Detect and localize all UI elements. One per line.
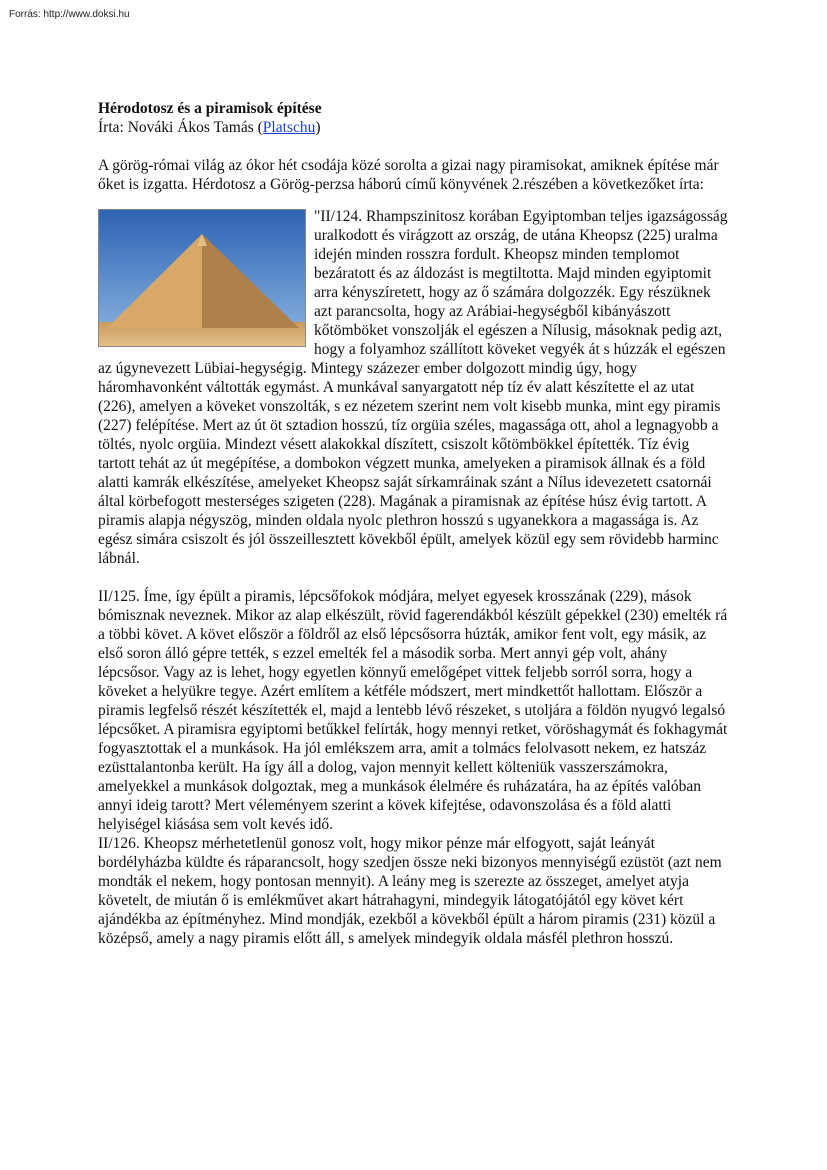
- paragraph-125: II/125. Íme, így épült a piramis, lépcsőfokok módjára, melyet egyesek krosszának (229), mások bómisznak neveznek. Mikor az alap elkészült, rövid fagerendákból készült gépekkel (230) emelték rá a többi követ. A követ először a földről az első lépcsősorra húzták, amikor fent volt, egy másik, az első soron álló gépre tették, s ezzel emelték fel a második sorba. Mert annyi gép volt, ahány lépcsősor. Vagy az is lehet, hogy egyetlen könnyű emelőgépet vittek feljebb sorról sorra, hogy a köveket a helyükre tegye. Azért említem a kétféle módszert, mert mindkettőt hallottam. Először a piramis legfelső részét készítették el, majd a lentebb lévő részeket, s utoljára a földön nyugvó legalsó lépcsőket. A piramisra egyiptomi betűkkel felírták, hogy mennyi retket, vöröshagymát és fokhagymát fogyasztottak el a munkások. Ha jól emlékszem arra, amit a tolmács felolvasott nekem, ez hatszáz ezüsttalantonba került. Ha így áll a dolog, vajon mennyit kellett költeniük vasszerszámokra, amelyekkel a munkások dolgoztak, meg a munkások élelmére és ruházatára, ha az építés valóban annyi ideig tarott? Mert véleményem szerint a kövek kifejtése, odavonszolása és a föld alatti helyiségel kiásása sem volt kevés idő.: [98, 588, 728, 833]
- paragraph-124: "II/124. Rhampszinitosz korában Egyiptomban teljes igazságosság uralkodott és virágzott az ország, de utána Kheopsz (225) uralma idején minden rosszra fordult. Kheopsz minden templomot bezáratott és az áldozást is megtiltotta. Majd minden egyiptomit arra kényszíretett, hogy az ő számára dolgozzék. Egy részüknek azt parancsolta, hogy az Arábiai-hegységből kibányászott kőtömböket vonszolják el egészen a Nílusig, másoknak pedig azt, hogy a folyamhoz szállított köveket vegyék át s húzzák el egészen az úgynevezett Lübiai-hegységig. Mintegy százezer ember dolgozott mindig úgy, hogy háromhavonként váltották egymást. A munkával sanyargatott nép tíz év alatt készítette el az utat (226), amelyen a köveket vonszolták, s ez nézetem szerint nem volt kisebb munka, mint egy piramis (227) felépítése. Mert az út öt sztadion hosszú, tíz orgüia széles, magassága ott, ahol a legnagyobb a töltés, nyolc orgüia. Mindezt vésett alakokkal díszített, csiszolt kőtömbökkel építették. Tíz évig tartott tehát az út megépítése, a dombokon végzett munka, amelyeken a piramisok állnak és a föld alatti kamrák elkészítése, amelyeket Kheopsz saját sírkamráinak szánt a Nílus idevezetett csatornái által körbefogott mesterséges szigeten (228). Magának a piramisnak az építése húsz évig tartott. A piramis alapja négyszög, minden oldala nyolc plethron hosszú s ugyanekkora a magassága is. Az egész simára csiszolt és jól összeillesztett kövekből épült, amelyek közül egy sem rövidebb harminc lábnál.: [98, 208, 728, 567]
- source-line: Forrás: http://www.doksi.hu: [9, 9, 130, 20]
- intro-paragraph: A görög-római világ az ókor hét csodája közé sorolta a gizai nagy piramisokat, amiknek építése már őket is izgatta. Hérdotosz a Görög-perzsa háború című könyvének 2.részében a következőket írta:: [98, 157, 719, 193]
- pyramid-image: [98, 209, 306, 347]
- paragraph-126: II/126. Kheopsz mérhetetlenül gonosz volt, hogy mikor pénze már elfogyott, saját leányát bordélyházba küldte és ráparancsolt, hogy szedjen össze neki bizonyos mennyiségű ezüstöt (azt nem mondták el nekem, hogy pontosan mennyit). A leány meg is szerezte az összeget, amelyet atyja követelt, de miután ő is emlékművet akart hátrahagyni, mindegyik látogatójától egy követ kért ajándékba az építményhez. Mind mondják, ezekből a kövekből épült a három piramis (231) közül a középső, amely a nagy piramis előtt áll, s amelyek mindegyik oldala másfél plethron hosszú.: [98, 835, 722, 947]
- author-link[interactable]: Platschu: [262, 119, 316, 136]
- document-title: Hérodotosz és a piramisok építése: [98, 100, 322, 117]
- pyramid-illustration: [99, 210, 305, 346]
- author-suffix: ): [315, 119, 321, 136]
- author-prefix: Írta: Nováki Ákos Tamás (: [98, 119, 263, 136]
- document-body: [98, 99, 730, 948]
- author-line: [98, 118, 730, 137]
